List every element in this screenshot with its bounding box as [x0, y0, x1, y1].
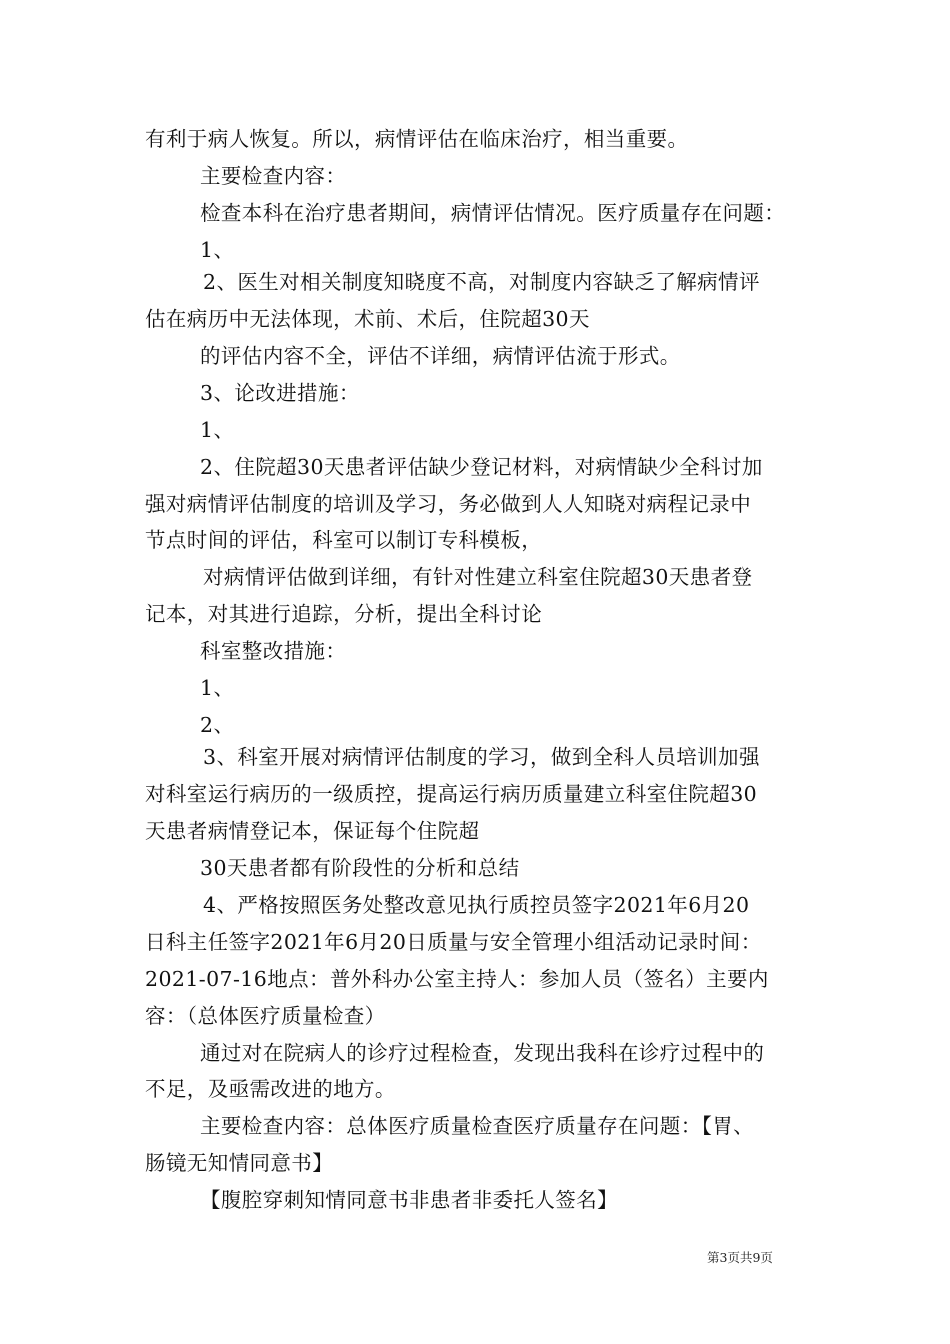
text-line: 容：（总体医疗质量检查） [145, 1004, 386, 1028]
text-line: 估在病历中无法体现，术前、术后，住院超30天 [145, 307, 590, 331]
text-line: 2、医生对相关制度知晓度不高，对制度内容缺乏了解病情评 [203, 270, 760, 294]
text-line: 2、 [200, 713, 235, 737]
text-line: 4、严格按照医务处整改意见执行质控员签字2021年6月20 [203, 893, 750, 917]
text-line: 天患者病情登记本，保证每个住院超 [145, 819, 480, 843]
text-line: 对病情评估做到详细，有针对性建立科室住院超30天患者登 [203, 565, 753, 589]
text-line: 1、 [200, 238, 235, 262]
text-line: 1、 [200, 418, 235, 442]
text-line: 主要检查内容：总体医疗质量检查医疗质量存在问题：【胃、 [200, 1114, 755, 1138]
text-line: 3、科室开展对病情评估制度的学习，做到全科人员培训加强 [203, 745, 760, 769]
text-line: 【腹腔穿刺知情同意书非患者非委托人签名】 [200, 1188, 618, 1212]
text-line: 主要检查内容： [200, 164, 347, 188]
text-line: 记本，对其进行追踪，分析，提出全科讨论 [145, 602, 543, 626]
text-line: 科室整改措施： [200, 639, 347, 663]
text-line: 2021-07-16地点：普外科办公室主持人：参加人员（签名）主要内 [145, 967, 769, 991]
text-line: 有利于病人恢复。所以，病情评估在临床治疗，相当重要。 [145, 127, 689, 151]
text-line: 3、论改进措施： [200, 381, 360, 405]
text-line: 的评估内容不全，评估不详细，病情评估流于形式。 [200, 344, 681, 368]
text-line: 日科主任签字2021年6月20日质量与安全管理小组活动记录时间： [145, 930, 762, 954]
page-number: 第3页共9页 [707, 1250, 773, 1265]
text-line: 30天患者都有阶段性的分析和总结 [200, 856, 520, 880]
text-line: 强对病情评估制度的培训及学习，务必做到人人知晓对病程记录中 [145, 492, 752, 516]
text-line: 通过对在院病人的诊疗过程检查，发现出我科在诊疗过程中的 [200, 1041, 765, 1065]
text-line: 1、 [200, 676, 235, 700]
text-line: 对科室运行病历的一级质控，提高运行病历质量建立科室住院超30 [145, 782, 758, 806]
text-line: 2、住院超30天患者评估缺少登记材料，对病情缺少全科讨加 [200, 455, 763, 479]
text-line: 不足，及亟需改进的地方。 [145, 1077, 396, 1101]
text-line: 节点时间的评估，科室可以制订专科模板， [145, 528, 543, 552]
text-line: 检查本科在治疗患者期间，病情评估情况。医疗质量存在问题： [200, 201, 786, 225]
text-line: 肠镜无知情同意书】 [145, 1151, 334, 1175]
